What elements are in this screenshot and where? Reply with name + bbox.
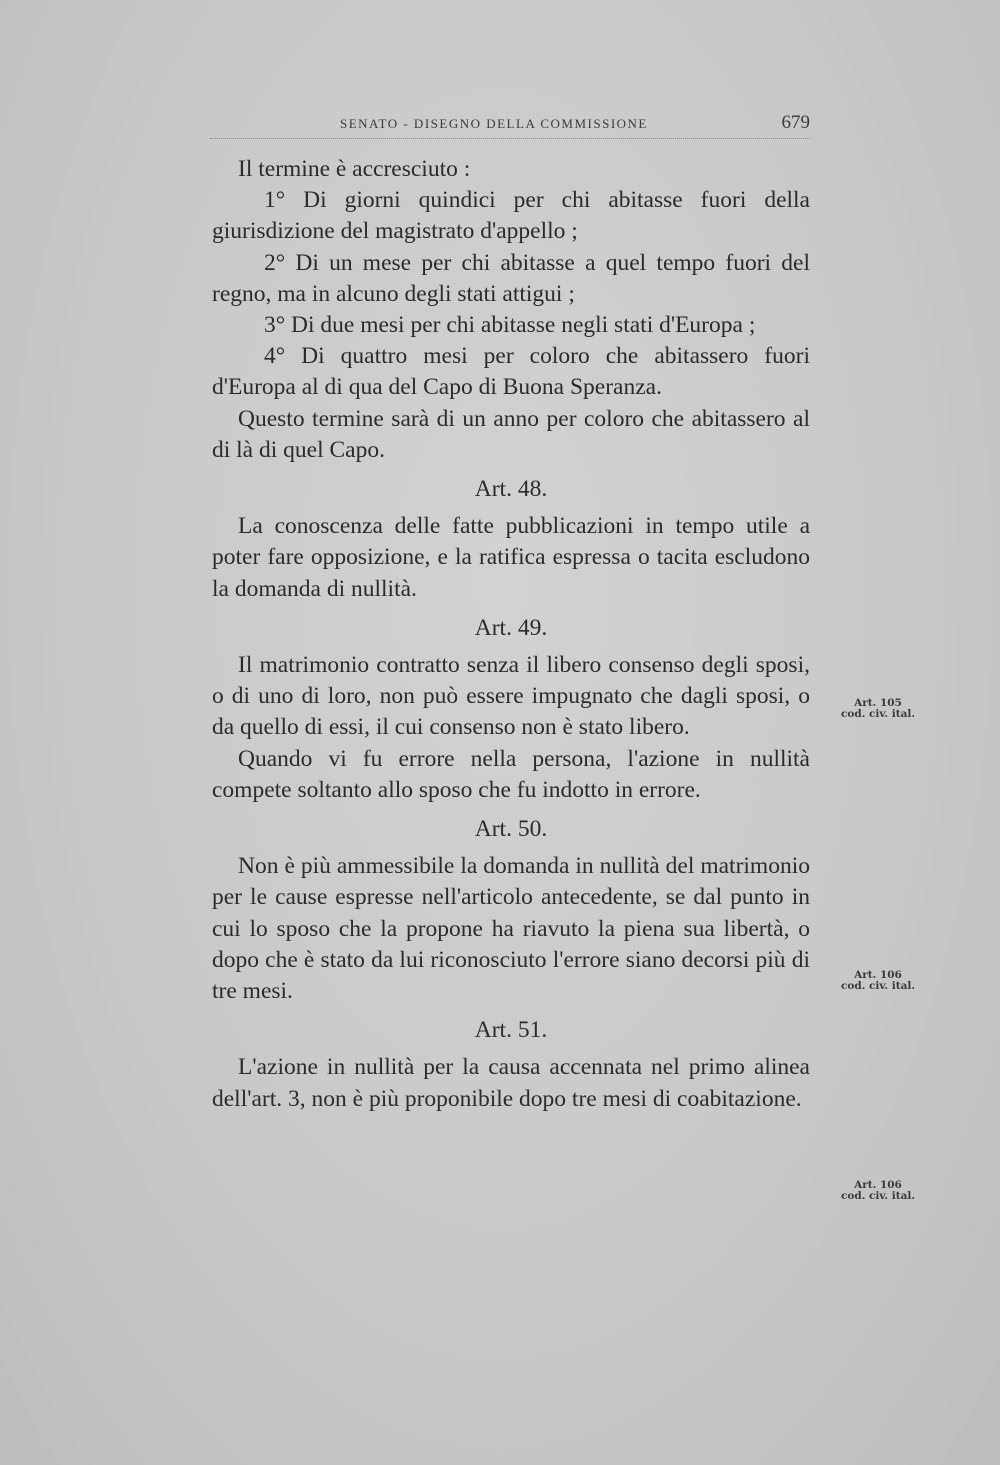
margin-note-line: Art. 106: [854, 969, 902, 981]
paragraph-item-1: 1° Di giorni quindici per chi abitasse fuori della giurisdizione del magistrato d'appello ;: [212, 187, 810, 245]
margin-note-line: cod. civ. ital.: [840, 980, 916, 992]
page-header: [210, 112, 810, 139]
article-text-48: La conoscenza delle fatte pubblicazioni in tempo utile a poter fare opposizione, e la ratifica espressa o tacita escludono la domanda di nullità.: [212, 513, 810, 602]
running-head: SENATO - DISEGNO DELLA COMMISSIONE: [340, 116, 648, 131]
margin-note-line: cod. civ. ital.: [840, 1190, 916, 1202]
page-body: [212, 154, 810, 1115]
article-text-49-b: Quando vi fu errore nella persona, l'azione in nullità compete soltanto allo sposo che fu indotto in errore.: [212, 745, 810, 803]
article-text-49-a: Il matrimonio contratto senza il libero consenso degli sposi, o di uno di loro, non può essere impugnato che dagli sposi, o da quello di essi, il cui consenso non è stato libero.: [212, 652, 810, 741]
margin-note-art-106-a: [828, 970, 928, 992]
margin-note-line: Art. 106: [854, 1179, 902, 1191]
margin-note-line: Art. 105: [854, 697, 902, 709]
article-heading-48: Art. 48.: [474, 476, 548, 503]
paragraph-term-intro: Il termine è accresciuto :: [238, 156, 471, 182]
article-text-50: Non è più ammessibile la domanda in nullità del matrimonio per le cause espresse nell'articolo antecedente, se dal punto in cui lo sposo che la propone ha riavuto la piena sua libertà, o dopo che è stato da lui riconosciuto l'errore siano decorsi più di tre mesi.: [212, 853, 810, 1005]
paragraph-term-year: Questo termine sarà di un anno per coloro che abitassero al di là di quel Capo.: [212, 405, 810, 463]
paragraph-item-3: 3° Di due mesi per chi abitasse negli stati d'Europa ;: [264, 312, 756, 339]
article-text-51: L'azione in nullità per la causa accennata nel primo alinea dell'art. 3, non è più proponibile dopo tre mesi di coabitazione.: [212, 1054, 810, 1112]
paragraph-item-2: 2° Di un mese per chi abitasse a quel tempo fuori del regno, ma in alcuno degli stati attigui ;: [212, 249, 810, 307]
margin-note-art-106-b: [828, 1180, 928, 1202]
margin-note-art-105: [828, 698, 928, 720]
margin-note-line: cod. civ. ital.: [840, 708, 916, 720]
page-number: 679: [781, 112, 810, 133]
paragraph-item-4: 4° Di quattro mesi per coloro che abitassero fuori d'Europa al di qua del Capo di Buona Speranza.: [212, 343, 810, 401]
article-heading-50: Art. 50.: [474, 816, 548, 843]
article-heading-49: Art. 49.: [474, 614, 548, 641]
article-heading-51: Art. 51.: [474, 1017, 548, 1044]
